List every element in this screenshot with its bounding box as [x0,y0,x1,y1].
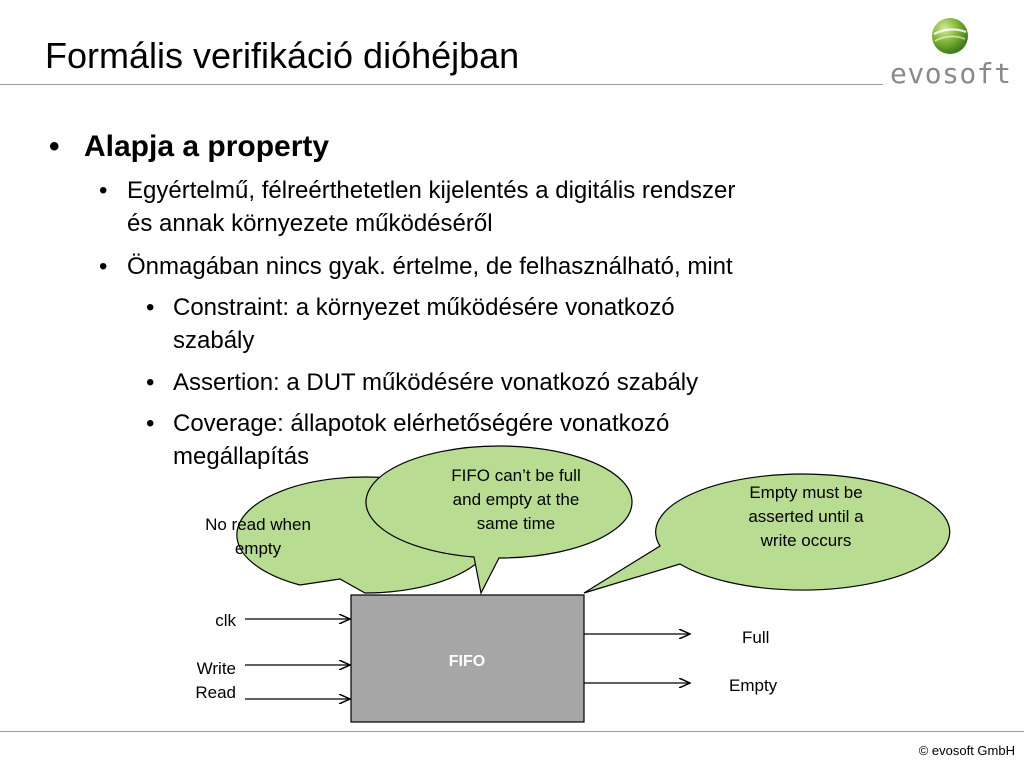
bullet-dot-icon: • [49,130,60,163]
callout-right-text-1: Empty must be [749,483,863,502]
callout-right-text-3: write occurs [760,531,852,550]
callout-left-text-2: empty [234,539,282,558]
input-label-write: Write [196,659,236,678]
footer-divider [0,731,1024,732]
bullet-dot-icon: • [146,369,155,396]
callout-right-text-2: asserted until a [748,507,864,526]
footer-copyright: © evosoft GmbH [918,743,1015,758]
bullet-main-text: Alapja a property [84,130,330,163]
bullet-assertion: Assertion: a DUT működésére vonatkozó szabály [173,369,699,396]
input-label-read: Read [195,683,236,702]
bullet-coverage-line1: Coverage: állapotok elérhetőségére vonatkozó [173,410,670,437]
callout-middle-text-2: and empty at the [452,490,580,509]
bullet-sub1-line1: Egyértelmű, félreérthetetlen kijelentés a digitális rendszer [127,177,736,204]
output-label-empty: Empty [729,676,778,695]
fifo-block-label: FIFO [448,653,486,670]
bullet-dot-icon: • [99,253,108,280]
bullet-constraint-line2: szabály [173,327,255,354]
slide-title: Formális verifikáció dióhéjban [45,35,520,76]
bullet-dot-icon: • [99,177,108,204]
input-label-clk: clk [215,611,236,630]
output-label-full: Full [742,628,770,647]
bullet-dot-icon: • [146,410,155,437]
bullet-coverage-line2: megállapítás [173,443,310,470]
logo-wordmark: evosoft [890,57,1012,90]
callout-left-text-1: No read when [205,515,311,534]
bullet-sub1-line2: és annak környezete működéséről [127,210,493,237]
callout-middle-text-1: FIFO can’t be full [451,466,581,485]
bullet-sub2: Önmagában nincs gyak. értelme, de felhasználható, mint [127,253,733,280]
callout-middle-text-3: same time [476,514,556,533]
bullet-constraint-line1: Constraint: a környezet működésére vonatkozó [173,294,675,321]
bullet-dot-icon: • [146,294,155,321]
